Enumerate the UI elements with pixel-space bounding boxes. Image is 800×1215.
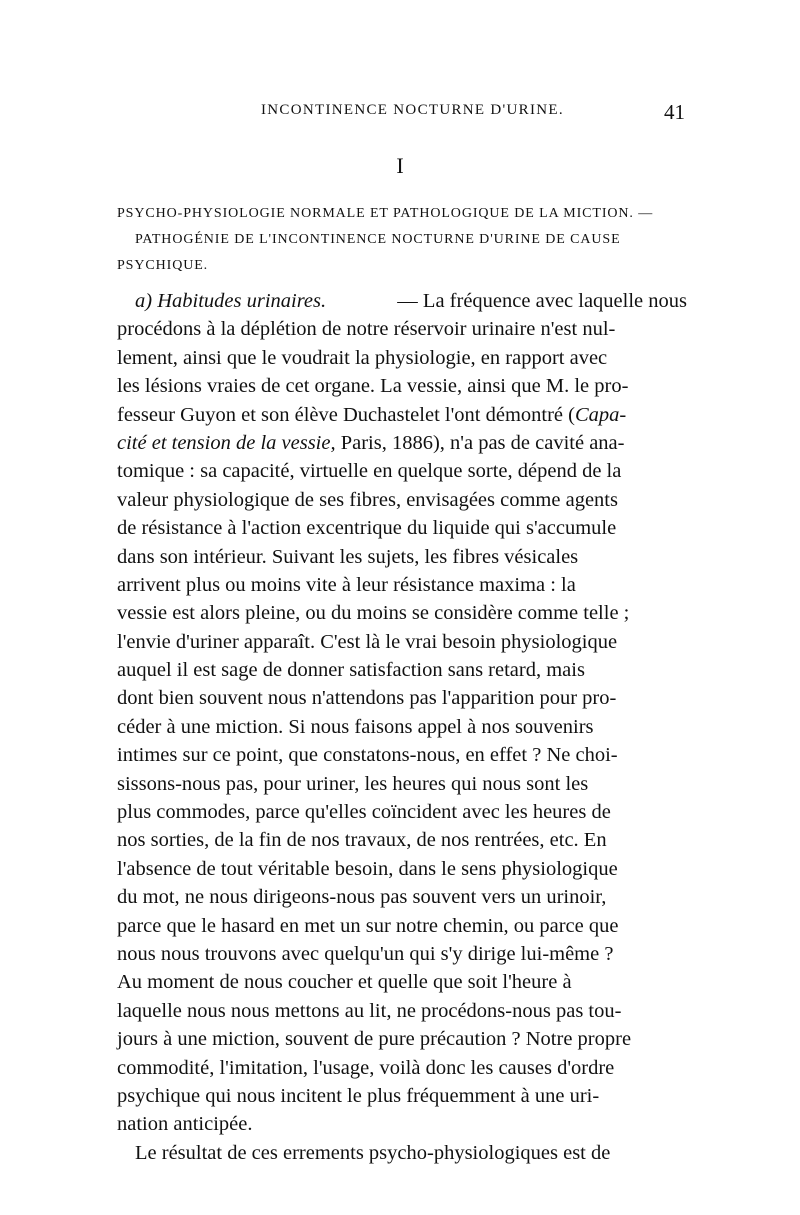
text-line-content: Le résultat de ces errements psycho-physiologiques est de <box>135 1141 611 1164</box>
text-line-content: vessie est alors pleine, ou du moins se considère comme telle ; <box>117 602 630 625</box>
text-line-content: psychique qui nous incitent le plus fréquemment à une uri- <box>117 1084 600 1107</box>
text-line <box>117 940 687 968</box>
body-paragraph <box>117 287 687 1167</box>
text-line <box>117 315 687 343</box>
book-title-italic: cité et tension de la vessie, <box>117 431 336 454</box>
book-title-italic: Capa- <box>574 403 627 426</box>
text-line <box>117 1110 687 1138</box>
section-heading <box>117 201 697 279</box>
text-line-content: plus commodes, parce qu'elles coïncident avec les heures de <box>117 801 611 824</box>
text-line <box>117 599 687 627</box>
text-line <box>117 713 687 741</box>
text-line <box>117 997 687 1025</box>
text-line-content: arrivent plus ou moins vite à leur résistance maxima : la <box>117 573 576 596</box>
text-line-content: les lésions vraies de cet organe. La vessie, ainsi que M. le pro- <box>117 375 629 398</box>
running-head <box>117 100 687 126</box>
text-line <box>117 372 687 400</box>
section-number: I <box>396 153 404 178</box>
section-heading-line: PSYCHIQUE. <box>117 258 209 273</box>
text-line <box>117 457 687 485</box>
text-line-content: Au moment de nous coucher et quelle que soit l'heure à <box>117 971 572 994</box>
text-line-content: l'absence de tout véritable besoin, dans le sens physiologique <box>117 857 618 880</box>
text-line-content: céder à une miction. Si nous faisons appel à nos souvenirs <box>117 715 594 738</box>
running-title: INCONTINENCE NOCTURNE D'URINE. <box>261 102 564 118</box>
text-line <box>117 486 687 514</box>
text-line-content: sissons-nous pas, pour uriner, les heures qui nous sont les <box>117 772 589 795</box>
text-line-content: — La fréquence avec laquelle nous <box>397 290 687 312</box>
text-line-content: auquel il est sage de donner satisfaction sans retard, mais <box>117 659 585 682</box>
section-heading-line: PSYCHO-PHYSIOLOGIE NORMALE ET PATHOLOGIQUE DE LA MICTION. — <box>117 206 654 221</box>
text-line-content: de résistance à l'action excentrique du liquide qui s'accumule <box>117 517 617 540</box>
text-line-content: procédons à la déplétion de notre réservoir urinaire n'est nul- <box>117 318 616 341</box>
text-line <box>117 741 687 769</box>
text-line <box>117 1054 687 1082</box>
text-line-content: laquelle nous nous mettons au lit, ne procédons-nous pas tou- <box>117 999 622 1022</box>
text-line <box>117 401 687 429</box>
text-line-content: nos sorties, de la fin de nos travaux, de nos rentrées, etc. En <box>117 829 607 852</box>
text-line-content: dont bien souvent nous n'attendons pas l'apparition pour pro- <box>117 687 617 710</box>
text-line <box>117 429 687 457</box>
text-line-content: nation anticipée. <box>117 1113 253 1136</box>
text-line-content: intimes sur ce point, que constatons-nous, en effet ? Ne choi- <box>117 744 618 767</box>
text-line <box>117 656 687 684</box>
text-line <box>117 1082 687 1110</box>
text-line <box>117 684 687 712</box>
page-number: 41 <box>664 100 685 124</box>
text-line <box>117 1139 687 1167</box>
text-line-content: tomique : sa capacité, virtuelle en quelque sorte, dépend de la <box>117 460 622 483</box>
text-line-content: valeur physiologique de ses fibres, envisagées comme agents <box>117 488 618 511</box>
text-line <box>117 287 687 315</box>
text-line <box>117 770 687 798</box>
text-line <box>117 571 687 599</box>
text-line <box>117 855 687 883</box>
text-line <box>117 344 687 372</box>
text-line <box>117 798 687 826</box>
text-line-content: fesseur Guyon et son élève Duchastelet l'ont démontré ( <box>117 403 575 426</box>
text-line-content: dans son intérieur. Suivant les sujets, les fibres vésicales <box>117 545 579 568</box>
text-line <box>117 968 687 996</box>
text-line <box>117 826 687 854</box>
section-heading-line: PATHOGÉNIE DE L'INCONTINENCE NOCTURNE D'URINE DE CAUSE <box>135 232 621 247</box>
text-line-content: Paris, 1886), n'a pas de cavité ana- <box>335 431 625 454</box>
text-line-content: lement, ainsi que le voudrait la physiologie, en rapport avec <box>117 346 608 369</box>
text-line <box>117 912 687 940</box>
text-line <box>117 543 687 571</box>
text-line <box>117 1025 687 1053</box>
text-line-content: du mot, ne nous dirigeons-nous pas souvent vers un urinoir, <box>117 886 607 909</box>
text-line <box>117 514 687 542</box>
text-line-content: commodité, l'imitation, l'usage, voilà donc les causes d'ordre <box>117 1056 615 1079</box>
text-line-content: nous nous trouvons avec quelqu'un qui s'y dirige lui-même ? <box>117 942 614 965</box>
text-line <box>117 883 687 911</box>
text-line <box>117 628 687 656</box>
text-line-content: l'envie d'uriner apparaît. C'est là le vrai besoin physiologique <box>117 630 618 653</box>
paragraph-subheading: a) Habitudes urinaires. <box>135 290 327 312</box>
text-line-content: jours à une miction, souvent de pure précaution ? Notre propre <box>117 1028 632 1051</box>
text-line-content: parce que le hasard en met un sur notre chemin, ou parce que <box>117 914 619 937</box>
